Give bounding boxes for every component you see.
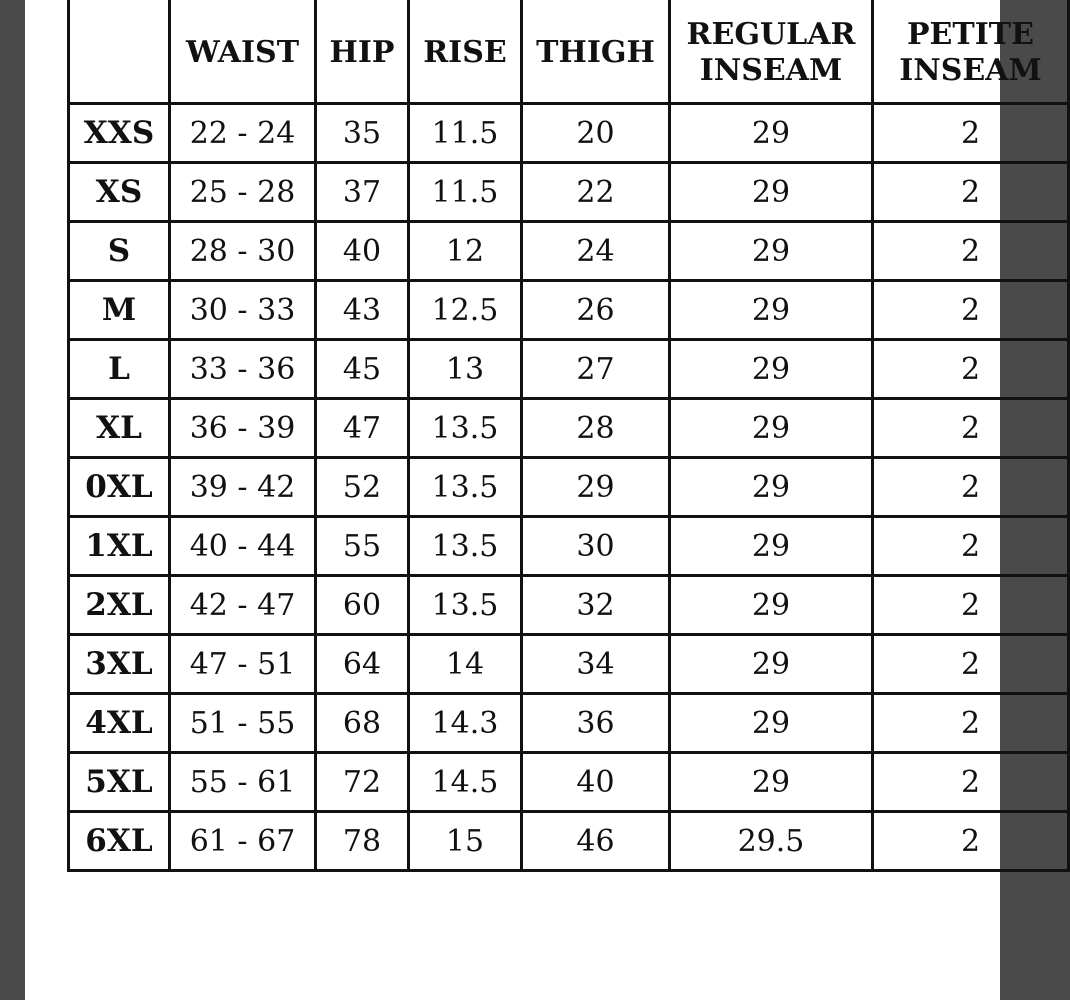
header-petite-line1: PETITE (907, 16, 1034, 52)
regular-inseam-cell: 29 (670, 222, 873, 281)
waist-cell: 28 - 30 (170, 222, 316, 281)
thigh-cell: 30 (522, 517, 670, 576)
regular-inseam-cell: 29 (670, 458, 873, 517)
thigh-cell: 27 (522, 340, 670, 399)
thigh-cell: 40 (522, 753, 670, 812)
table-row (69, 812, 1069, 871)
petite-inseam-cell: 2 (873, 635, 1069, 694)
hip-cell: 60 (316, 576, 409, 635)
regular-inseam-cell: 29 (670, 163, 873, 222)
regular-inseam-cell: 29 (670, 399, 873, 458)
waist-cell: 36 - 39 (170, 399, 316, 458)
table-row (69, 399, 1069, 458)
waist-cell: 61 - 67 (170, 812, 316, 871)
petite-inseam-cell: 2 (873, 517, 1069, 576)
header-waist: WAIST (170, 0, 316, 104)
petite-inseam-cell: 2 (873, 458, 1069, 517)
rise-cell: 13 (409, 340, 522, 399)
header-regular-line2: INSEAM (699, 52, 843, 88)
thigh-cell: 36 (522, 694, 670, 753)
waist-cell: 55 - 61 (170, 753, 316, 812)
rise-cell: 14.3 (409, 694, 522, 753)
petite-inseam-cell: 2 (873, 576, 1069, 635)
rise-cell: 11.5 (409, 163, 522, 222)
header-thigh: THIGH (522, 0, 670, 104)
waist-cell: 30 - 33 (170, 281, 316, 340)
hip-cell: 72 (316, 753, 409, 812)
size-cell: XL (69, 399, 170, 458)
waist-cell: 40 - 44 (170, 517, 316, 576)
regular-inseam-cell: 29 (670, 694, 873, 753)
waist-cell: 39 - 42 (170, 458, 316, 517)
petite-inseam-cell: 2 (873, 222, 1069, 281)
hip-cell: 52 (316, 458, 409, 517)
table-row (69, 458, 1069, 517)
table-row (69, 517, 1069, 576)
hip-cell: 68 (316, 694, 409, 753)
header-regular-line1: REGULAR (686, 16, 856, 52)
thigh-cell: 46 (522, 812, 670, 871)
regular-inseam-cell: 29 (670, 576, 873, 635)
header-petite-line2: INSEAM (899, 52, 1042, 88)
regular-inseam-cell: 29 (670, 281, 873, 340)
hip-cell: 37 (316, 163, 409, 222)
header-hip: HIP (316, 0, 409, 104)
hip-cell: 43 (316, 281, 409, 340)
waist-cell: 47 - 51 (170, 635, 316, 694)
rise-cell: 14 (409, 635, 522, 694)
rise-cell: 11.5 (409, 104, 522, 163)
table-row (69, 281, 1069, 340)
rise-cell: 12 (409, 222, 522, 281)
thigh-cell: 34 (522, 635, 670, 694)
header-rise: RISE (409, 0, 522, 104)
table-row (69, 104, 1069, 163)
header-regular-inseam (670, 0, 873, 104)
hip-cell: 64 (316, 635, 409, 694)
table-row (69, 753, 1069, 812)
regular-inseam-cell: 29.5 (670, 812, 873, 871)
size-cell: 1XL (69, 517, 170, 576)
hip-cell: 40 (316, 222, 409, 281)
size-cell: XS (69, 163, 170, 222)
regular-inseam-cell: 29 (670, 104, 873, 163)
hip-cell: 45 (316, 340, 409, 399)
thigh-cell: 32 (522, 576, 670, 635)
regular-inseam-cell: 29 (670, 753, 873, 812)
petite-inseam-cell: 2 (873, 812, 1069, 871)
petite-inseam-cell: 2 (873, 694, 1069, 753)
hip-cell: 78 (316, 812, 409, 871)
hip-cell: 47 (316, 399, 409, 458)
petite-inseam-cell: 2 (873, 104, 1069, 163)
thigh-cell: 26 (522, 281, 670, 340)
size-cell: S (69, 222, 170, 281)
header-petite-inseam (873, 0, 1069, 104)
petite-inseam-cell: 2 (873, 163, 1069, 222)
rise-cell: 13.5 (409, 517, 522, 576)
waist-cell: 42 - 47 (170, 576, 316, 635)
table-row (69, 340, 1069, 399)
thigh-cell: 29 (522, 458, 670, 517)
rise-cell: 13.5 (409, 458, 522, 517)
thigh-cell: 28 (522, 399, 670, 458)
table-row (69, 576, 1069, 635)
waist-cell: 22 - 24 (170, 104, 316, 163)
size-cell: 0XL (69, 458, 170, 517)
size-cell: XXS (69, 104, 170, 163)
rise-cell: 13.5 (409, 399, 522, 458)
size-cell: 3XL (69, 635, 170, 694)
petite-inseam-cell: 2 (873, 340, 1069, 399)
size-cell: 6XL (69, 812, 170, 871)
rise-cell: 13.5 (409, 576, 522, 635)
petite-inseam-cell: 2 (873, 399, 1069, 458)
table-body (69, 104, 1069, 871)
table-row (69, 163, 1069, 222)
rise-cell: 14.5 (409, 753, 522, 812)
rise-cell: 15 (409, 812, 522, 871)
header-size (69, 0, 170, 104)
petite-inseam-cell: 2 (873, 281, 1069, 340)
table-row (69, 222, 1069, 281)
hip-cell: 35 (316, 104, 409, 163)
regular-inseam-cell: 29 (670, 340, 873, 399)
waist-cell: 51 - 55 (170, 694, 316, 753)
thigh-cell: 20 (522, 104, 670, 163)
rise-cell: 12.5 (409, 281, 522, 340)
hip-cell: 55 (316, 517, 409, 576)
size-cell: 5XL (69, 753, 170, 812)
size-cell: 4XL (69, 694, 170, 753)
size-cell: L (69, 340, 170, 399)
table-viewport (67, 0, 1042, 896)
header-row (69, 0, 1069, 104)
size-chart-table (67, 0, 1070, 872)
regular-inseam-cell: 29 (670, 517, 873, 576)
thigh-cell: 22 (522, 163, 670, 222)
petite-inseam-cell: 2 (873, 753, 1069, 812)
size-cell: M (69, 281, 170, 340)
table-row (69, 635, 1069, 694)
thigh-cell: 24 (522, 222, 670, 281)
table-row (69, 694, 1069, 753)
regular-inseam-cell: 29 (670, 635, 873, 694)
document-page (25, 0, 1042, 1000)
waist-cell: 33 - 36 (170, 340, 316, 399)
waist-cell: 25 - 28 (170, 163, 316, 222)
size-cell: 2XL (69, 576, 170, 635)
